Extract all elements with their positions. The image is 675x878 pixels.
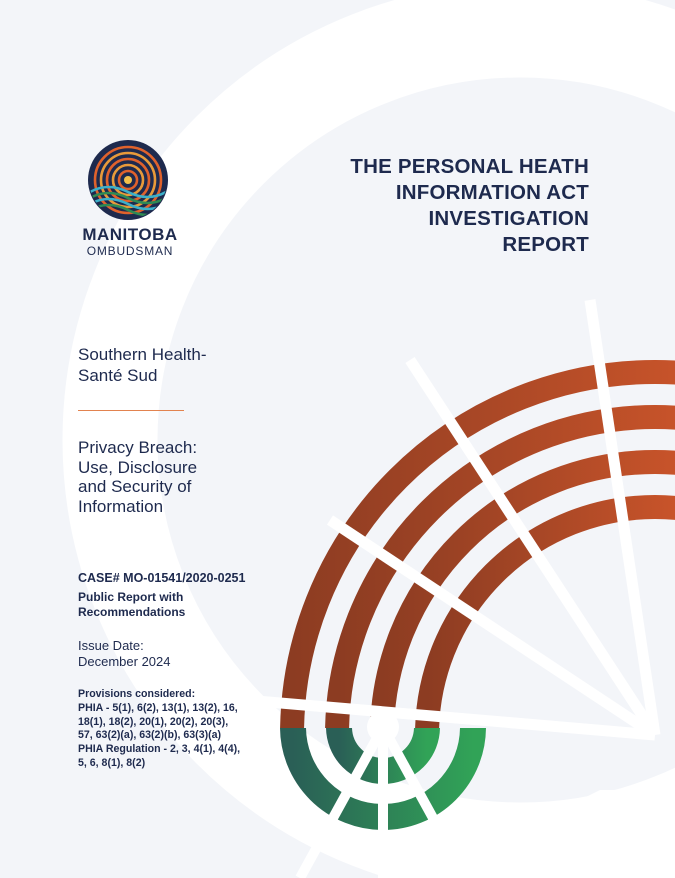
report-title-line: INVESTIGATION [428, 207, 589, 230]
organization-name [78, 344, 207, 386]
issue-date-label: Issue Date: [78, 638, 144, 653]
report-title [289, 154, 589, 258]
subject-line: Privacy Breach: [78, 438, 198, 457]
issue-date-value: December 2024 [78, 654, 171, 669]
case-number: CASE# MO-01541/2020-0251 [78, 571, 246, 585]
provisions-considered [78, 688, 240, 771]
logo-line-manitoba: MANITOBA [82, 225, 178, 244]
provisions-line: PHIA Regulation - 2, 3, 4(1), 4(4), [78, 743, 241, 756]
report-type [78, 590, 185, 619]
report-type-line: Recommendations [78, 604, 186, 619]
subject-line: and Security of [78, 477, 192, 496]
report-subject [78, 438, 197, 516]
provisions-line: 5, 6, 8(1), 8(2) [78, 756, 146, 769]
report-title-line: REPORT [502, 233, 589, 256]
logo-wordmark [70, 226, 190, 258]
subject-line: Use, Disclosure [78, 457, 198, 477]
organization-line: Southern Health- [78, 345, 207, 364]
provisions-line: PHIA - 5(1), 6(2), 13(1), 13(2), 16, [78, 701, 238, 714]
provisions-heading: Provisions considered: [78, 688, 196, 700]
organization-line: Santé Sud [78, 366, 158, 385]
subject-line: Information [78, 496, 164, 516]
logo-line-ombudsman: OMBUDSMAN [86, 244, 174, 258]
provisions-line: 18(1), 18(2), 20(1), 20(2), 20(3), [78, 715, 229, 728]
report-title-line: THE PERSONAL HEATH [350, 155, 589, 178]
section-divider [78, 410, 184, 411]
provisions-line: 57, 63(2)(a), 63(2)(b), 63(3)(a) [78, 729, 222, 742]
report-type-line: Public Report with [78, 590, 184, 604]
report-title-line: INFORMATION ACT [395, 181, 589, 204]
manitoba-ombudsman-emblem-icon [88, 140, 168, 220]
issue-date [78, 638, 171, 670]
